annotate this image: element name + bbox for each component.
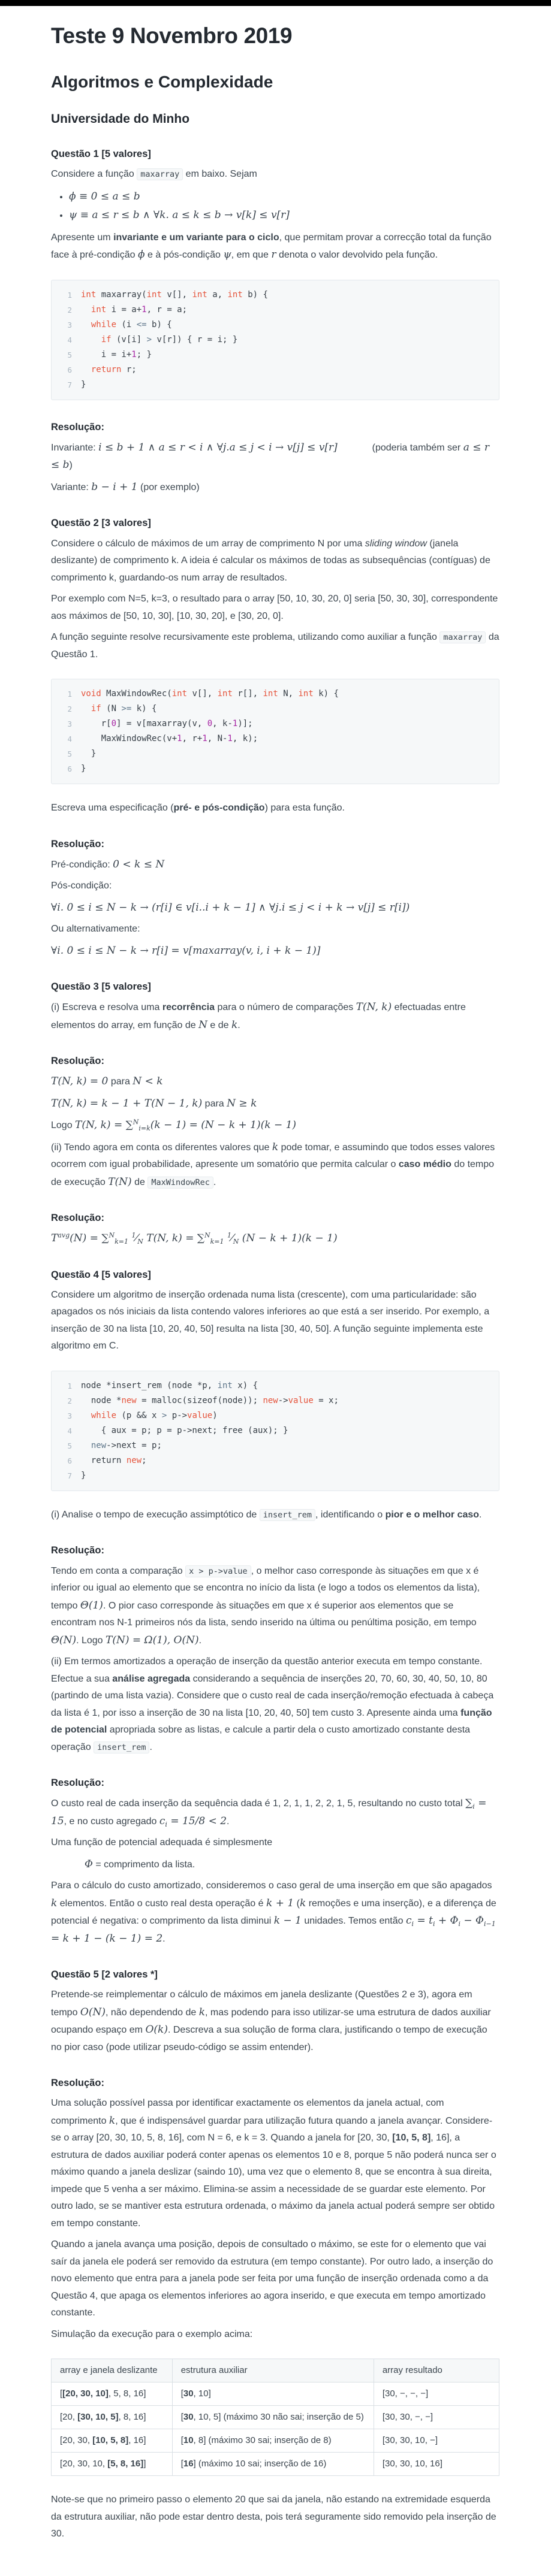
table-row bbox=[52, 2429, 499, 2453]
q4-part-ii: (ii) Em termos amortizados a operação de inserção da questão anterior executa em tempo constante. Efectue a sua análise agregada considerando a sequência de inserções 20, 70, 60, 30, 40, 50, 10, 80 (partindo de uma lista vazia). Considere que o custo real de cada inserção/remoção efectuada à cabeça da lista é 1, por isso a inserção de 30 na lista [10, 20, 40, 50] tem custo 3. Apresente ainda uma função de potencial apropriada sobre as listas, e calcule a partir dela o custo amortizado constante desta operação insert_rem . bbox=[51, 1656, 494, 1752]
question-4-heading: Questão 4 [5 valores] bbox=[51, 1269, 151, 1280]
q3-resolution-1-heading: Resolução: bbox=[51, 1056, 104, 1067]
table-cell: [20, [30, 10, 5], 8, 16] bbox=[52, 2406, 173, 2429]
q4-potential-intro: Uma função de potencial adequada é simplesmente bbox=[51, 1837, 273, 1848]
line-number: 5 bbox=[67, 1441, 72, 1450]
table-header-row bbox=[52, 2359, 499, 2383]
column-header: array resultado bbox=[374, 2359, 499, 2383]
q5-simulation-label: Simulação da execução para o exemplo acima: bbox=[51, 2329, 253, 2339]
line-number: 6 bbox=[67, 1456, 72, 1465]
code-line: 5 new->next = p; bbox=[52, 1438, 499, 1453]
q3-part-i: (i) Escreva e resolva uma recorrência para o número de comparações T(N, k) efectuadas entre elementos do array, em função de N e de k. bbox=[51, 1001, 466, 1031]
line-number: 2 bbox=[67, 305, 72, 315]
table-cell: [16] (máximo 10 sai; inserção de 16) bbox=[172, 2453, 374, 2476]
line-number: 1 bbox=[67, 290, 72, 300]
code-line: 7 } bbox=[52, 1468, 499, 1483]
table-row bbox=[52, 2406, 499, 2429]
code-line: 1 void MaxWindowRec(int v[], int r[], int N, int k) { bbox=[52, 687, 499, 702]
code-line: 2 int i = a+1, r = a; bbox=[52, 303, 499, 318]
code-line: 5 } bbox=[52, 746, 499, 761]
line-number: 4 bbox=[67, 734, 72, 744]
table-cell: [30, 30, 10, 16] bbox=[374, 2453, 499, 2476]
q5-intro: Pretende-se reimplementar o cálculo de máximos em janela deslizante (Questões 2 e 3), agora em tempo O(N), não dependendo de k, mas podendo para isso utilizar-se uma estrutura de dados auxiliar ocupando espaço em O(k). Descreva a sua solução de forma clara, justificando o tempo de execução no pior caso (pode utilizar pseudo-código se assim entender). bbox=[51, 1990, 491, 2052]
line-number: 4 bbox=[67, 1426, 72, 1435]
table-row bbox=[52, 2453, 499, 2476]
q5-resolution-p1: Uma solução possível passa por identificar exactamente os elementos da janela actual, com comprimento k, que é indispensável guardar para utilização futura quando a janela avançar. Considere-se o array [20, 30, 10, 5, 8, 16], com N = 6, e k = 3. Quando a janela for [20, 30, [10, 5, 8], 16], a estrutura de dados auxiliar poderá conter apenas os elementos 10 e 8, porque 5 não poderá nunca ser o máximo quando a janela deslizar (saindo 10), uma vez que o elemento 8, que se encontra à sua direita, impede que 5 venha a ser máximo. Elimina-se assim a necessidade de se guardar este elemento. Por outro lado, se se mantiver esta estrutura ordenada, o máximo da janela actual poderá sempre ser obtido em tempo constante. bbox=[51, 2098, 496, 2229]
q5-final-note: Note-se que no primeiro passo o elemento 20 que sai da janela, não estando na extremidade esquerda da estrutura auxiliar, não pode estar dentro desta, pois terá seguramente sido removido pela inserção de 30. bbox=[51, 2495, 496, 2539]
line-number: 7 bbox=[67, 1471, 72, 1480]
q5-resolution-heading: Resolução: bbox=[51, 2078, 104, 2089]
line-number: 3 bbox=[67, 1411, 72, 1420]
line-number: 3 bbox=[67, 719, 72, 729]
q3-part-ii: (ii) Tendo agora em conta os diferentes valores que k pode tomar, e assumindo que todos esses valores ocorrem com igual probabilidade, apresente um somatório que permita calcular o caso médio do tempo de execução T(N) de MaxWindowRec . bbox=[51, 1141, 495, 1188]
q1-resolution-heading: Resolução: bbox=[51, 421, 104, 433]
q3-average-case-formula: $T^{avg}(N) = \sum^N_{k=1}$ $^1⁄_N$ T(N, k) = ∑$^N_{k=1}$ $^1⁄_N$ (N − k + 1)(k − 1) bbox=[51, 1232, 338, 1246]
q2-resolution-heading: Resolução: bbox=[51, 838, 104, 849]
code-line: 4 { aux = p; p = p->next; free (aux); } bbox=[52, 1423, 499, 1438]
line-number: 5 bbox=[67, 749, 72, 759]
table-cell: [20, 30, 10, [5, 8, 16]] bbox=[52, 2453, 173, 2476]
q4-intro: Considere um algoritmo de inserção ordenada numa lista (crescente), com uma particularidade: são apagados os nós iniciais da lista contendo valores inferiores ao que está a ser inserido. Por exemplo, a inserção de 30 na lista [10, 20, 40, 50] resulta na lista [30, 40, 50]. A função seguinte implementa este algoritmo em C. bbox=[51, 1289, 490, 1352]
code-line: 1 int maxarray(int v[], int a, int b) { bbox=[52, 288, 499, 303]
q2-paragraph-2: Por exemplo com N=5, k=3, o resultado para o array [50, 10, 30, 20, 0] seria [50, 30, 30], correspondente aos máximos de [50, 10, 30], [10, 30, 20], e [30, 20, 0]. bbox=[51, 594, 498, 621]
question-1-heading: Questão 1 [5 valores] bbox=[51, 149, 151, 160]
q2-task: Escreva uma especificação (pré- e pós-condição) para esta função. bbox=[51, 803, 345, 814]
q4-amortized-cost: Para o cálculo do custo amortizado, consideremos o caso geral de uma inserção em que são apagados k elementos. Então o custo real desta operação é k + 1 (k remoções e uma inserção), e a diferença de potencial é negativa: o comprimento da lista diminui k − 1 unidades. Temos então $c_i = t_i + \Phi_i - \Phi_{i-1} = k + 1 - (k - 1) = 2$. bbox=[51, 1880, 496, 1945]
question-5-heading: Questão 5 [2 valores *] bbox=[51, 1969, 158, 1981]
code-line: 4 if (v[i] > v[r]) { r = i; } bbox=[52, 332, 499, 347]
table-cell: [20, 30, [10, 5, 8], 16] bbox=[52, 2429, 173, 2453]
line-number: 6 bbox=[67, 764, 72, 774]
simulation-table bbox=[51, 2359, 499, 2476]
bullet-item-psi: • ψ ≡ a ≤ r ≤ b ∧ ∀k. a ≤ k ≤ b → v[k] ≤ v[r] bbox=[69, 206, 499, 225]
column-header: array e janela deslizante bbox=[52, 2359, 173, 2383]
document-page bbox=[0, 6, 551, 2576]
q4-potential-definition: Φ = comprimento da lista. bbox=[85, 1858, 195, 1870]
q2-resolution-postcondition: ∀i. 0 ≤ i ≤ N − k → (r[i] ∈ v[i..i + k − 1] ∧ ∀j.i ≤ j < i + k → v[j] ≤ r[i]) bbox=[51, 901, 410, 914]
code-line: 3 while (p && x > p->value) bbox=[52, 1408, 499, 1423]
code-block-maxwindowrec bbox=[51, 679, 499, 784]
line-number: 5 bbox=[67, 350, 72, 359]
question-3-heading: Questão 3 [5 valores] bbox=[51, 981, 151, 993]
code-line: 7 } bbox=[52, 377, 499, 392]
code-line: 4 MaxWindowRec(v+1, r+1, N-1, k); bbox=[52, 731, 499, 746]
table-cell: [30, 30, 10, −] bbox=[374, 2429, 499, 2453]
code-line: 1 node *insert_rem (node *p, int x) { bbox=[52, 1378, 499, 1393]
code-block-maxarray bbox=[51, 280, 499, 400]
code-line: 2 node *new = malloc(sizeof(node)); new->value = x; bbox=[52, 1393, 499, 1408]
q1-resolution-variant: Variante: b − i + 1 (por exemplo) bbox=[51, 480, 200, 493]
line-number: 3 bbox=[67, 320, 72, 329]
q4-aggregate-cost: O custo real de cada inserção da sequência dada é 1, 2, 1, 1, 2, 2, 1, 5, resultando no custo total $\sum_i = 15$, e no custo agregado $c_i = 15/8 < 2$. bbox=[51, 1797, 487, 1828]
line-number: 1 bbox=[67, 690, 72, 699]
table-row bbox=[52, 2383, 499, 2406]
line-number: 2 bbox=[67, 1396, 72, 1405]
column-header: estrutura auxiliar bbox=[172, 2359, 374, 2383]
code-line: 5 i = i+1; } bbox=[52, 347, 499, 362]
page-title: Teste 9 Novembro 2019 bbox=[51, 23, 293, 48]
code-line: 6 } bbox=[52, 761, 499, 776]
q5-resolution-p2: Quando a janela avança uma posição, depois de consultado o máximo, se este for o elemento que vai saír da janela ele poderá ser removido da estrutura (em tempo constante). Por outro lado, a inserção do novo elemento que entra para a janela pode ser feita por uma função de inserção ordenada como a da Questão 4, que apaga os elementos inferiores ao agora inserido, e que executa em tempo amortizado constante. bbox=[51, 2239, 493, 2318]
institution-name: Universidade do Minho bbox=[51, 111, 190, 126]
q1-task: Apresente um invariante e um variante para o ciclo, que permitam provar a correcção total da função face à pré-condição ϕ e à pós-condição ψ, em que r denota o valor devolvido pela função. bbox=[51, 232, 492, 261]
table-cell: [10, 8] (máximo 30 sai; inserção de 8) bbox=[172, 2429, 374, 2453]
q2-resolution-precondition: Pré-condição: 0 < k ≤ N bbox=[51, 858, 165, 870]
table-cell: [30, 10, 5] (máximo 30 não sai; inserção de 5) bbox=[172, 2406, 374, 2429]
bullet-item-phi: • ϕ ≡ 0 ≤ a ≤ b bbox=[69, 188, 499, 206]
q4-resolution-1-heading: Resolução: bbox=[51, 1545, 104, 1556]
table-cell: [30, −, −, −] bbox=[374, 2383, 499, 2406]
line-number: 1 bbox=[67, 1381, 72, 1390]
q1-resolution-invariant: Invariante: i ≤ b + 1 ∧ a ≤ r < i ∧ ∀j.a ≤ j < i → v[j] ≤ v[r] (poderia também ser a ≤ r ≤ b) bbox=[51, 441, 490, 471]
table-cell: [[20, 30, 10], 5, 8, 16] bbox=[52, 2383, 173, 2406]
q4-part-i: (i) Analise o tempo de execução assimptótico de insert_rem , identificando o pior e o melhor caso. bbox=[51, 1509, 482, 1520]
q1-conditions-list bbox=[51, 188, 499, 225]
code-line: 2 if (N >= k) { bbox=[52, 702, 499, 716]
table-cell: [30, 10] bbox=[172, 2383, 374, 2406]
code-line: 3 while (i <= b) { bbox=[52, 318, 499, 332]
q2-paragraph-3: A função seguinte resolve recursivamente este problema, utilizando como auxiliar a função maxarray da Questão 1. bbox=[51, 632, 499, 660]
q2-paragraph-1: Considere o cálculo de máximos de um array de comprimento N por uma sliding window (janela deslizante) de comprimento k. A ideia é calcular os máximos de todas as subsequências (contíguas) de comprimento k, guardando-os num array de resultados. bbox=[51, 538, 490, 583]
course-title: Algoritmos e Complexidade bbox=[51, 72, 273, 92]
line-number: 6 bbox=[67, 365, 72, 374]
line-number: 4 bbox=[67, 335, 72, 344]
code-line: 3 r[0] = v[maxarray(v, 0, k-1)]; bbox=[52, 716, 499, 731]
top-bar bbox=[0, 0, 551, 6]
code-line: 6 return new; bbox=[52, 1453, 499, 1468]
table-cell: [30, 30, −, −] bbox=[374, 2406, 499, 2429]
q4-resolution-1: Tendo em conta a comparação x > p->value , o melhor caso corresponde às situações em que x é inferior ou igual ao elemento que se encontra no início da lista (e logo a todos os elementos da lista), tempo Θ(1). O pior caso corresponde às situações em que x é superior aos elementos que se encontram nos N-1 primeiros nós da lista, sendo inserido na última ou penúltima posição, em tempo Θ(N). Logo T(N) = Ω(1), O(N). bbox=[51, 1565, 480, 1646]
q3-recurrence-solution: Logo T(N, k) = ∑$^N_{i=k}$(k − 1) = (N − k + 1)(k − 1) bbox=[51, 1118, 297, 1133]
q2-resolution-postcondition-label: Pós-condição: bbox=[51, 881, 112, 891]
line-number: 7 bbox=[67, 380, 72, 389]
code-block-insert-rem bbox=[51, 1371, 499, 1491]
question-2-heading: Questão 2 [3 valores] bbox=[51, 518, 151, 529]
q3-resolution-2-heading: Resolução: bbox=[51, 1213, 104, 1224]
q2-resolution-alternative-label: Ou alternativamente: bbox=[51, 924, 140, 935]
q3-recurrence-step: T(N, k) = k − 1 + T(N − 1, k) para N ≥ k bbox=[51, 1097, 257, 1109]
q3-recurrence-base: T(N, k) = 0 para N < k bbox=[51, 1075, 163, 1088]
q2-resolution-alternative: ∀i. 0 ≤ i ≤ N − k → r[i] = v[maxarray(v, i, i + k − 1)] bbox=[51, 944, 321, 957]
q1-intro: Considere a função maxarray em baixo. Sejam bbox=[51, 169, 257, 180]
code-line: 6 return r; bbox=[52, 362, 499, 377]
line-number: 2 bbox=[67, 705, 72, 714]
q4-resolution-2-heading: Resolução: bbox=[51, 1777, 104, 1789]
